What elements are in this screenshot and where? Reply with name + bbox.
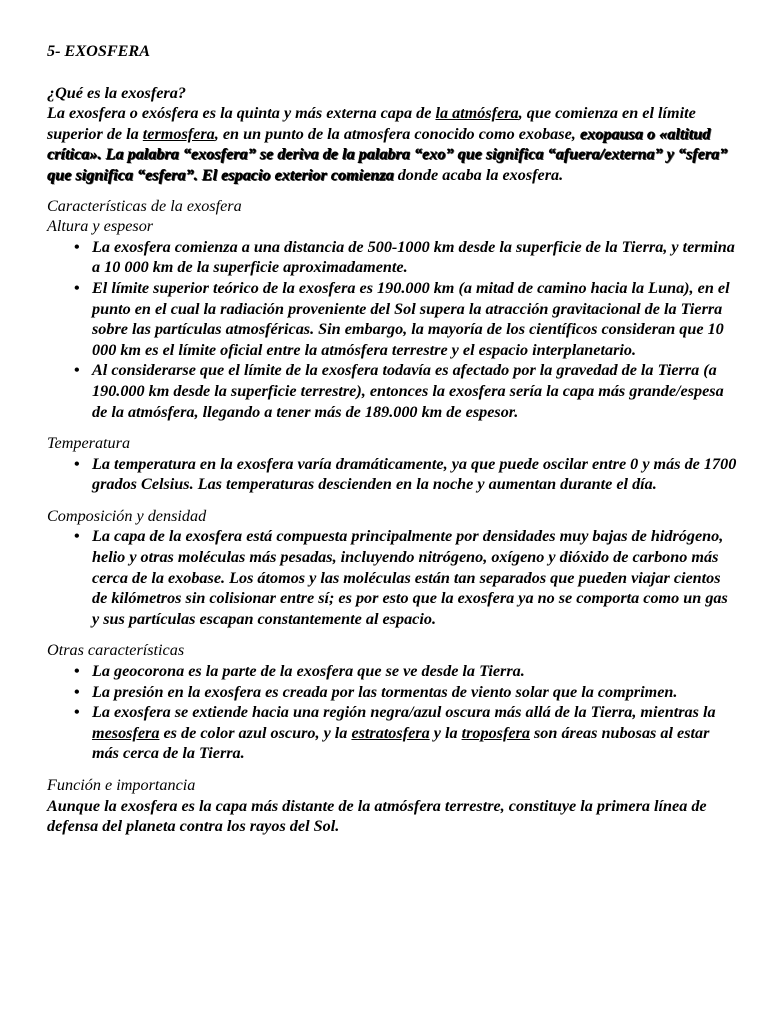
characteristics-heading: Características de la exosfera [47, 196, 242, 215]
section-paragraph: Aunque la exosfera es la capa más distante de la atmósfera terrestre, constituye la primera línea de defensa del planeta contra los rayos del Sol. [47, 796, 707, 836]
list-item-text-a: La exosfera se extiende hacia una región negra/azul oscura más allá de la Tierra, mientras la [92, 703, 716, 722]
bullet-icon: • [74, 682, 80, 701]
intro-text-d: donde acaba la exosfera. [393, 165, 564, 184]
bullet-icon: • [74, 278, 80, 297]
link-termosfera[interactable]: termosfera [142, 124, 215, 143]
document-title: 5- EXOSFERA [47, 42, 151, 60]
link-mesosfera[interactable]: mesosfera [92, 723, 160, 742]
list-item [47, 661, 737, 682]
list-item-text: Al considerarse que el límite de la exosfera todavía es afectado por la gravedad de la Tierra (a 190.000 km desde la superficie terrestre), entonces la exosfera sería la capa más grande/espesa de la atmósfera, llegando a tener más de 189.000 km de espesor. [92, 361, 724, 421]
list-item-text-c: y la [429, 723, 462, 742]
list-item-text-d: son áreas nubosas al estar más cerca de la Tierra. [92, 723, 710, 763]
intro-text-b: , que comienza en el límite superior de la [47, 104, 696, 143]
list-item-text-b: es de color azul oscuro, y la [159, 723, 352, 742]
section-heading: Otras características [47, 641, 185, 660]
document-content [47, 41, 737, 837]
bullet-icon: • [74, 703, 80, 722]
section-heading: Temperatura [47, 434, 131, 453]
bullet-list [47, 661, 737, 764]
intro-text-c: , en un punto de la atmosfera conocido como exobase, [214, 124, 580, 143]
list-item-text: La geocorona es la parte de la exosfera que se ve desde la Tierra. [92, 662, 525, 681]
list-item-text: La capa de la exosfera está compuesta principalmente por densidades muy bajas de hidrógeno, helio y otras moléculas más pesadas, incluyendo nitrógeno, oxígeno y dióxido de carbono más cerca de la exobase. Los átomos y las moléculas están tan separados que pueden viajar cientos de kilómetros sin colisionar entre sí; es por esto que la exosfera ya no se comporta como un gas y sus partículas escapan constantemente al espacio. [92, 527, 728, 628]
section-composicion [47, 506, 737, 630]
bullet-icon: • [74, 361, 80, 380]
list-item [47, 682, 737, 703]
list-item [47, 278, 737, 360]
section-heading: Altura y espesor [47, 217, 154, 236]
intro-shadow-text: exopausa o «altitud crítica». La palabra “exosfera” se deriva de la palabra “exo” que significa “afuera/externa” y “sfera” que significa “esfera”. El espacio exterior comienza [47, 124, 728, 184]
link-atmosfera[interactable]: la atmósfera [435, 104, 519, 123]
bullet-list [47, 454, 737, 495]
link-troposfera[interactable]: troposfera [461, 723, 530, 742]
section-heading: Función e importancia [47, 776, 196, 794]
intro-question: ¿Qué es la exosfera? [47, 83, 186, 102]
link-estratosfera[interactable]: estratosfera [351, 723, 430, 742]
intro-paragraph [47, 103, 737, 185]
list-item [47, 526, 737, 629]
list-item-text: La presión en la exosfera es creada por las tormentas de viento solar que la comprimen. [92, 682, 678, 701]
section-otras [47, 640, 737, 764]
section-temperatura [47, 433, 737, 495]
section-funcion [47, 775, 737, 837]
bullet-icon: • [74, 662, 80, 681]
section-altura [47, 216, 737, 422]
bullet-list [47, 237, 737, 422]
bullet-list [47, 526, 737, 629]
intro-section [47, 83, 737, 186]
list-item [47, 360, 737, 422]
list-item-text: El límite superior teórico de la exosfera es 190.000 km (a mitad de camino hacia la Luna), en el punto en el cual la radiación proveniente del Sol supera la atracción gravitacional de la Tierra sobre las partículas atmosféricas. Sin embargo, la mayoría de los científicos consideran que 10 000 km es el límite oficial entre la atmósfera terrestre y el espacio interplanetario. [92, 278, 730, 359]
list-item [47, 454, 737, 495]
bullet-icon: • [74, 237, 80, 256]
list-item [47, 702, 737, 764]
list-item-text: La temperatura en la exosfera varía dramáticamente, ya que puede oscilar entre 0 y más de 1700 grados Celsius. Las temperaturas descienden en la noche y aumentan durante el día. [92, 454, 737, 494]
intro-text-a: La exosfera o exósfera es la quinta y más externa capa de [47, 104, 436, 123]
list-item-text: La exosfera comienza a una distancia de 500-1000 km desde la superficie de la Tierra, y termina a 10 000 km de la superficie aproximadamente. [92, 237, 735, 277]
section-heading: Composición y densidad [47, 506, 207, 525]
bullet-icon: • [74, 454, 80, 473]
bullet-icon: • [74, 527, 80, 546]
list-item [47, 237, 737, 278]
